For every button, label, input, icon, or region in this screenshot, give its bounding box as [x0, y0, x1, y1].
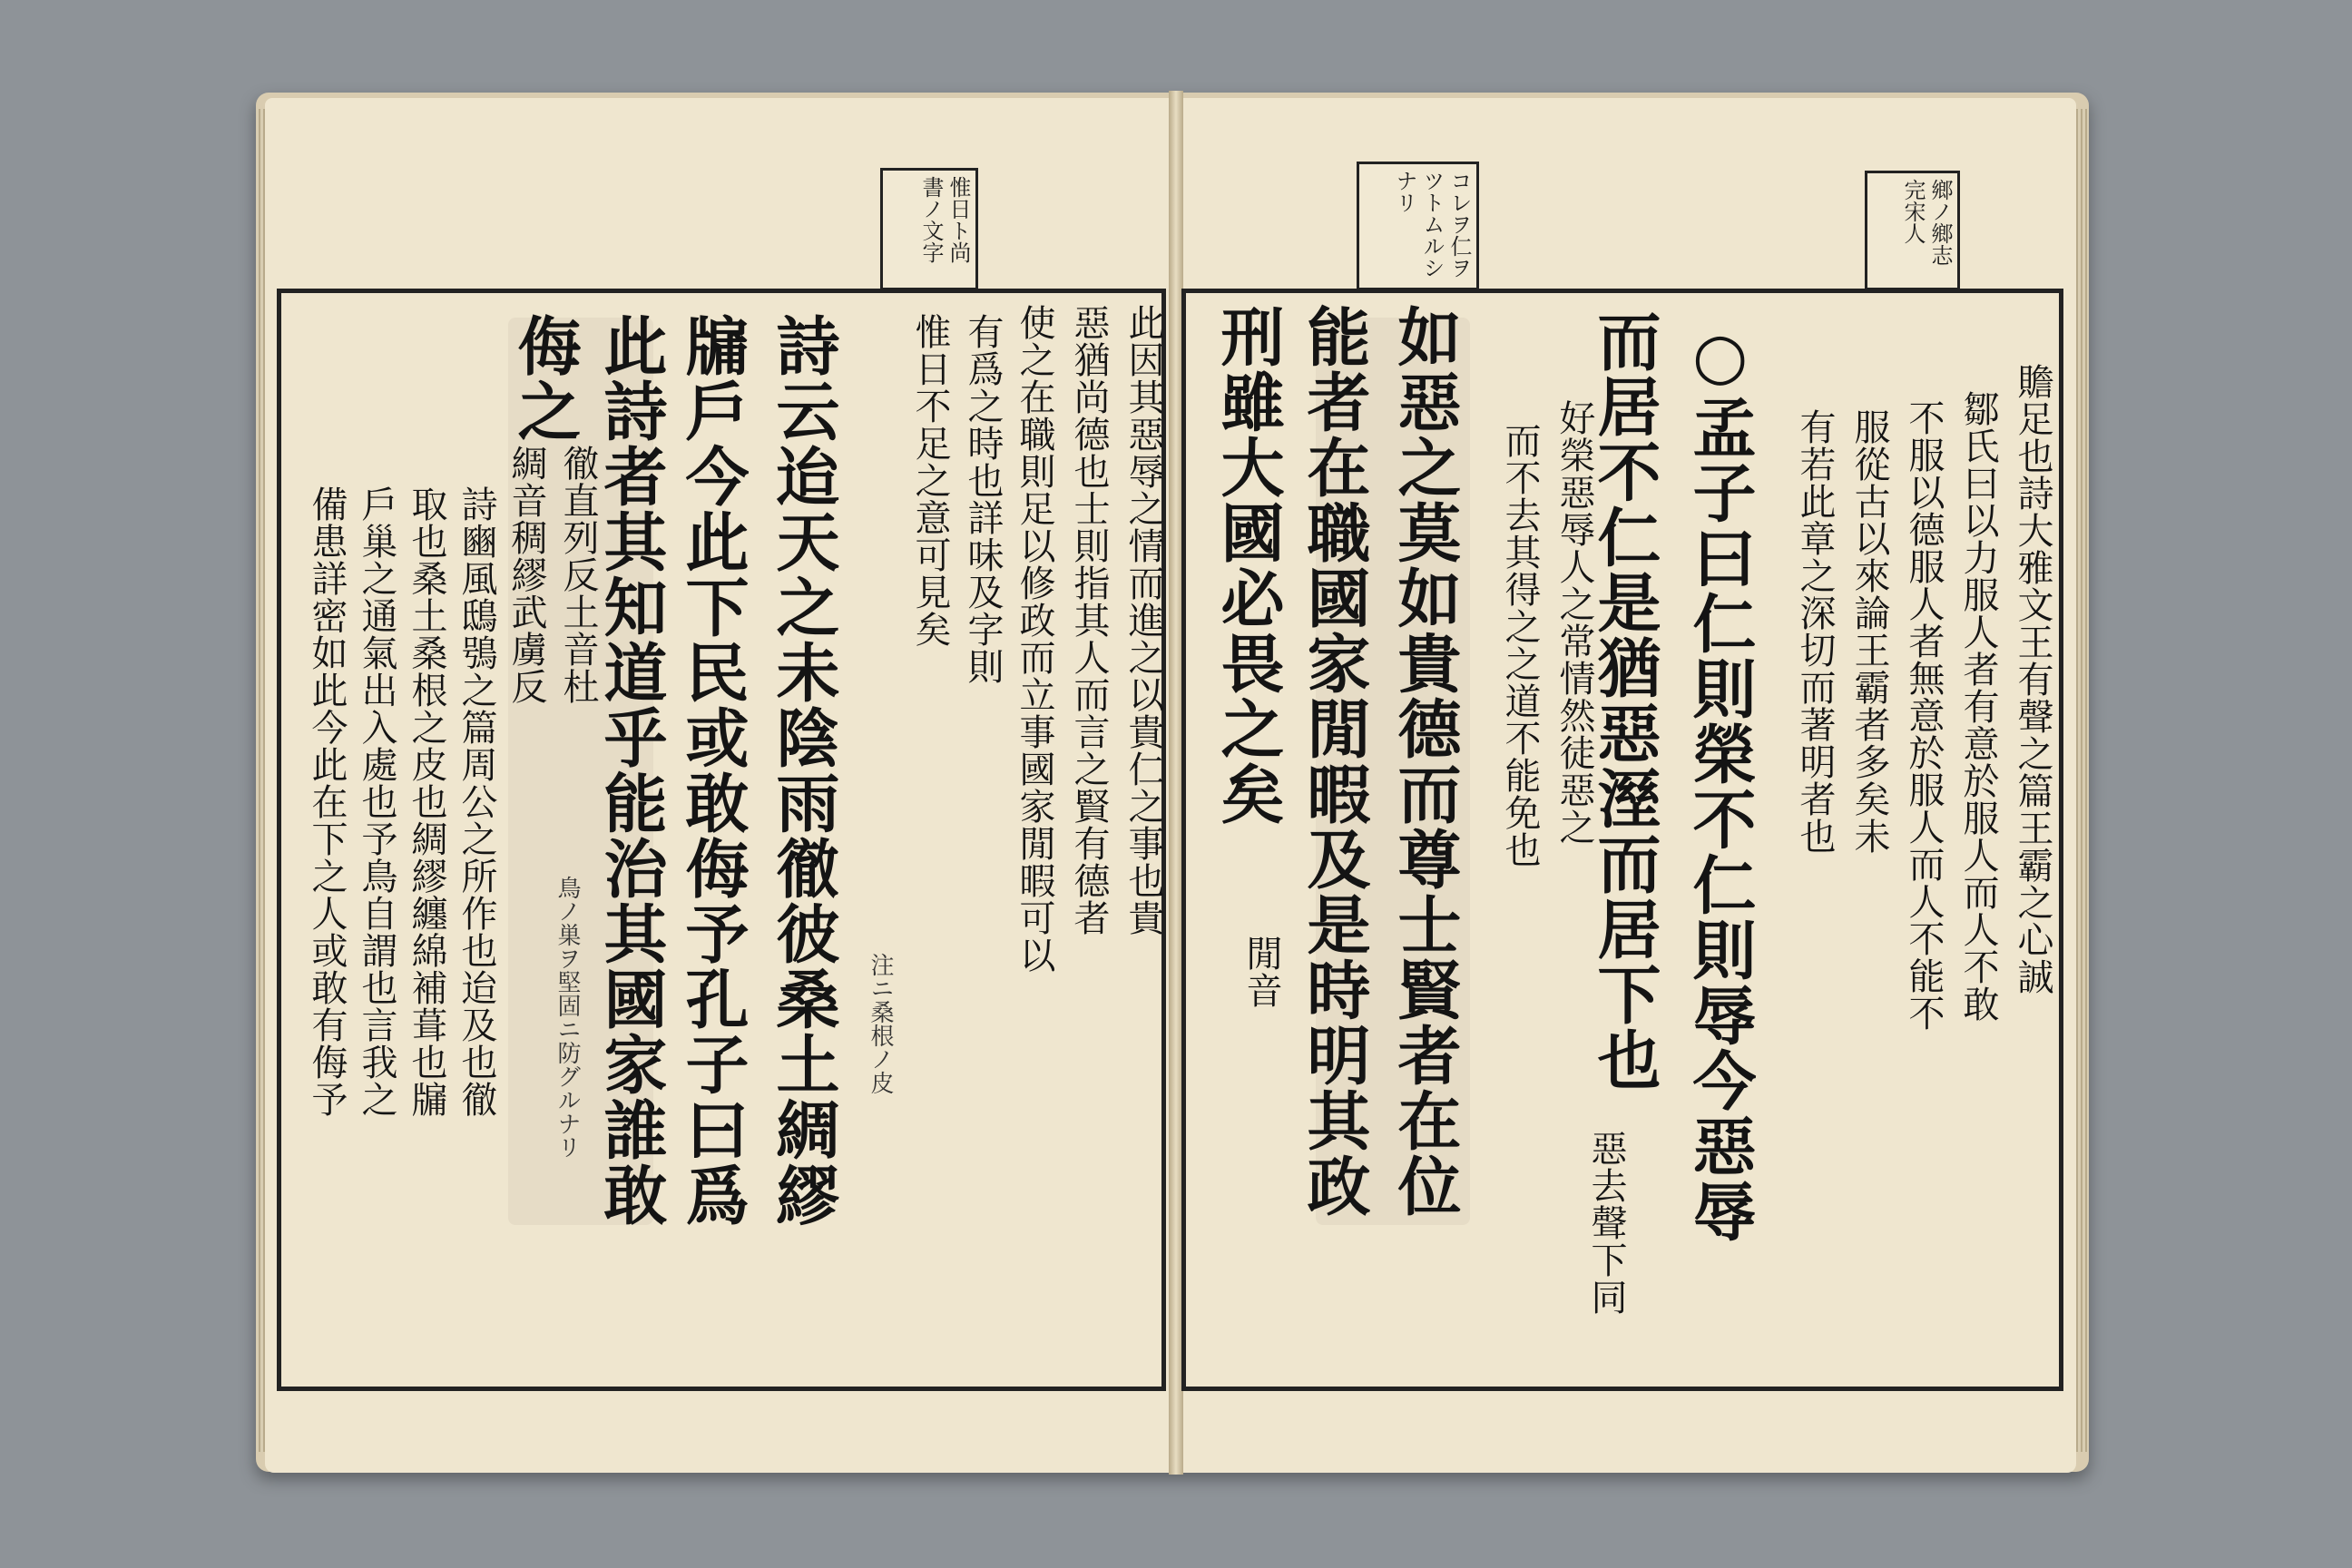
right-margin-heading-box	[1357, 162, 1479, 290]
left-heading-text: 惟日ト尚書ノ文字	[918, 176, 971, 263]
right-main-column-1: ○孟子曰仁則榮不仁則辱今惡辱	[1682, 318, 1758, 1244]
left-commentary-column-1: 徹直列反土音杜	[557, 445, 599, 705]
left-commentary-column-10: 惡猶尚德也士則指其人而言之賢有德者	[1068, 304, 1110, 936]
right-margin-heading-box-2	[1865, 171, 1960, 290]
left-main-column-4: 詩云迨天之未陰雨徹彼桑土綢繆	[766, 313, 841, 1228]
right-commentary-column-1: 贍足也詩大雅文王有聲之篇王霸之心誠	[2012, 363, 2053, 995]
left-margin-heading-box	[880, 168, 978, 290]
right-main-column-5: 刑雖大國必畏之矣	[1210, 304, 1286, 827]
left-commentary-column-3: 詩豳風鴟鴞之篇周公之所作也迨及也徹	[456, 485, 497, 1118]
right-commentary-column-2: 鄒氏曰以力服人者有意於服人而人不敢	[1957, 390, 1999, 1023]
left-commentary-column-5: 戶巢之通氣出入處也予鳥自謂也言我之	[356, 485, 397, 1118]
left-commentary-column-11: 此因其惡辱之情而進之以貴仁之事也貴	[1122, 304, 1164, 936]
left-commentary-column-8: 有爲之時也詳味及字則	[962, 313, 1004, 685]
left-annotation-2: 注ニ桑根ノ皮	[867, 953, 894, 1094]
left-commentary-column-9: 使之在職則足以修政而立事國家閒暇可以	[1014, 304, 1055, 974]
left-commentary-column-4: 取也桑土桑根之皮也綢繆纏綿補葺也牖	[406, 485, 447, 1118]
right-main-column-3: 如惡之莫如貴德而尊士賢者在位	[1387, 304, 1463, 1219]
left-main-column-1: 侮之	[507, 313, 583, 444]
left-commentary-column-7: 惟日不足之意可見矣	[909, 313, 951, 648]
right-commentary-column-7: 而不去其得之之道不能免也	[1499, 422, 1541, 868]
right-commentary-column-5: 有若此章之深切而著明者也	[1794, 408, 1836, 855]
right-main-column-4: 能者在職國家閒暇及是時明其政	[1297, 304, 1372, 1219]
right-commentary-column-8: 惡去聲下同	[1585, 1130, 1627, 1316]
right-commentary-column-4: 服從古以來論王霸者多矣未	[1848, 408, 1890, 855]
left-annotation-1: 鳥ノ巣ヲ堅固ニ防グルナリ	[554, 876, 581, 1159]
right-commentary-column-3: 不服以德服人者無意於服人而人不能不	[1903, 399, 1945, 1032]
right-heading-text-2: 鄉ノ鄉志完宋人	[1900, 179, 1953, 266]
left-commentary-column-2: 綢音稠繆武虜反	[505, 445, 547, 705]
left-main-column-2: 此詩者其知道乎能治其國家誰敢	[593, 313, 669, 1228]
left-commentary-column-6: 備患詳密如此今此在下之人或敢有侮予	[306, 485, 348, 1118]
right-heading-text-1: コレヲ仁ヲツトムルシナリ	[1392, 170, 1472, 279]
right-commentary-column-9: 閒音	[1240, 935, 1282, 1009]
right-commentary-column-6: 好榮惡辱人之常情然徒惡之	[1553, 399, 1595, 846]
left-main-column-3: 牖戶今此下民或敢侮予孔子曰爲	[675, 313, 750, 1228]
right-main-column-2: 而居不仁是猶惡溼而居下也	[1587, 309, 1662, 1093]
